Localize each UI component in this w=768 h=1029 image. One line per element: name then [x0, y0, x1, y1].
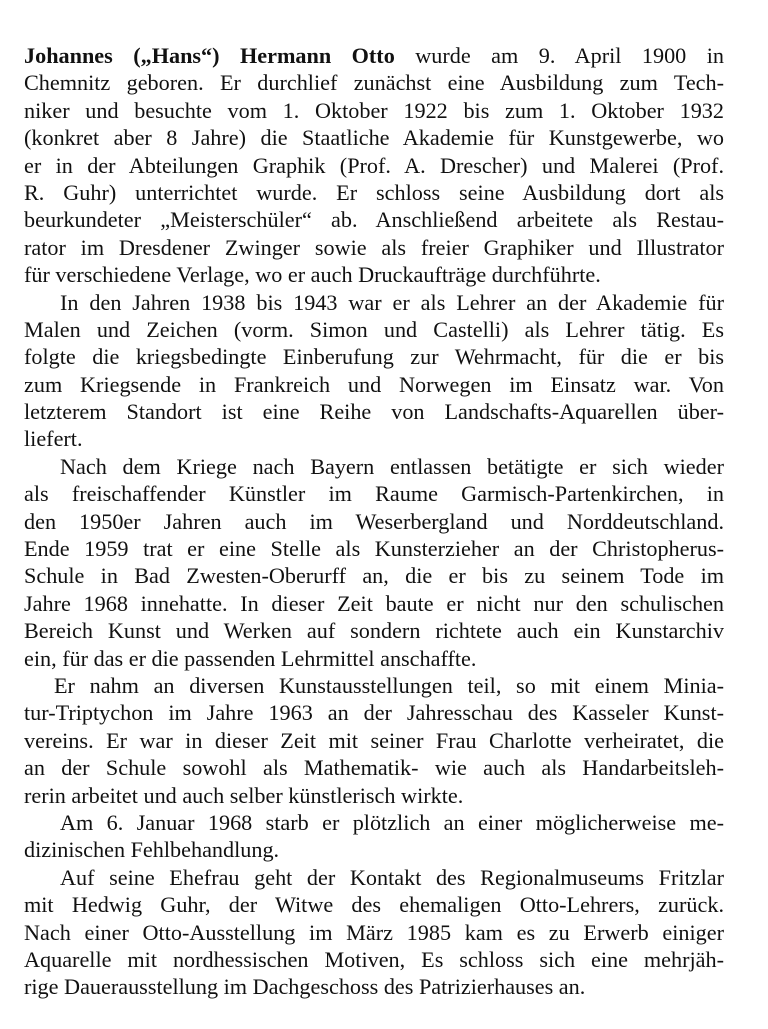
text-line: Auf seine Ehefrau geht der Kontakt des Regionalmuseums Fritzlar: [60, 864, 724, 890]
text-line: niker und besuchte vom 1. Oktober 1922 bis zum 1. Oktober 1932: [24, 97, 724, 123]
text-line: den 1950er Jahren auch im Weserbergland und Norddeutschland.: [24, 508, 724, 534]
text-line: letzterem Standort ist eine Reihe von Landschafts-Aquarellen über-: [24, 399, 724, 425]
text-line: Aquarelle mit nordhessischen Motiven, Es schloss sich eine mehrjäh-: [24, 946, 724, 972]
text-line: mit Hedwig Guhr, der Witwe des ehemaligen Otto-Lehrers, zurück.: [24, 892, 724, 918]
text-line: vereins. Er war in dieser Zeit mit seiner Frau Charlotte verheiratet, die: [24, 727, 724, 753]
text-line: er in der Abteilungen Graphik (Prof. A. Drescher) und Malerei (Prof.: [24, 152, 724, 178]
text-line: R. Guhr) unterrichtet wurde. Er schloss seine Ausbildung dort als: [24, 179, 724, 205]
text-line: (konkret aber 8 Jahre) die Staatliche Akademie für Kunstgewerbe, wo: [24, 125, 724, 151]
text-line: Er nahm an diversen Kunstausstellungen teil, so mit einem Minia-: [54, 672, 724, 698]
text-line: folgte die kriegsbedingte Einberufung zur Wehrmacht, für die er bis: [24, 344, 724, 370]
paragraph-biography-intro: [24, 42, 724, 289]
text-line: rator im Dresdener Zwinger sowie als freier Graphiker und Illustrator: [24, 234, 724, 260]
text-line: Johannes („Hans“) Hermann Otto wurde am 9. April 1900 in: [24, 43, 724, 68]
text-line: als freischaffender Künstler im Raume Garmisch-Partenkirchen, in: [24, 481, 724, 507]
text-line: In den Jahren 1938 bis 1943 war er als Lehrer an der Akademie für: [60, 289, 724, 315]
text-line: an der Schule sowohl als Mathematik- wie auch als Handarbeitsleh-: [24, 755, 724, 781]
text-line: zum Kriegsende in Frankreich und Norwegen im Einsatz war. Von: [24, 371, 724, 397]
text-line: Malen und Zeichen (vorm. Simon und Castelli) als Lehrer tätig. Es: [24, 316, 724, 342]
text-line: dizinischen Fehlbehandlung.: [24, 837, 280, 863]
person-name: Johannes („Hans“) Hermann Otto: [24, 43, 395, 68]
text-line: beurkundeter „Meisterschüler“ ab. Anschließend arbeitete als Restau-: [24, 207, 724, 233]
text-line: tur-Triptychon im Jahre 1963 an der Jahresschau des Kasseler Kunst-: [24, 700, 724, 726]
text-line: rerin arbeitet und auch selber künstlerisch wirkte.: [24, 782, 464, 808]
paragraph-teaching-war: [24, 289, 724, 453]
text-line: Nach einer Otto-Ausstellung im März 1985 kam es zu Erwerb einiger: [24, 919, 724, 945]
text-line: rige Dauerausstellung im Dachgeschoss des Patrizierhauses an.: [24, 974, 586, 1000]
paragraph-death: [24, 809, 724, 864]
text-line: Am 6. Januar 1968 starb er plötzlich an einer möglicherweise me-: [60, 809, 724, 835]
paragraph-postwar: [24, 453, 724, 672]
text-line: Chemnitz geboren. Er durchlief zunächst eine Ausbildung zum Tech-: [24, 70, 724, 96]
text-line: Jahre 1968 innehatte. In dieser Zeit baute er nicht nur den schulischen: [24, 590, 724, 616]
text-line: Schule in Bad Zwesten-Oberurff an, die er bis zu seinem Tode im: [24, 563, 724, 589]
text-line: liefert.: [24, 426, 83, 452]
paragraph-museum-contact: [24, 864, 724, 1001]
text-line: Nach dem Kriege nach Bayern entlassen betätigte er sich wieder: [60, 453, 724, 479]
text-line: ein, für das er die passenden Lehrmittel anschaffte.: [24, 645, 477, 671]
document-page: [24, 42, 724, 1001]
paragraph-exhibitions: [24, 672, 724, 809]
text-line: für verschiedene Verlage, wo er auch Druckaufträge durchführte.: [24, 262, 601, 288]
text-line: Bereich Kunst und Werken auf sondern richtete auch ein Kunstarchiv: [24, 618, 724, 644]
text-line: Ende 1959 trat er eine Stelle als Kunsterzieher an der Christopherus-: [24, 536, 724, 562]
